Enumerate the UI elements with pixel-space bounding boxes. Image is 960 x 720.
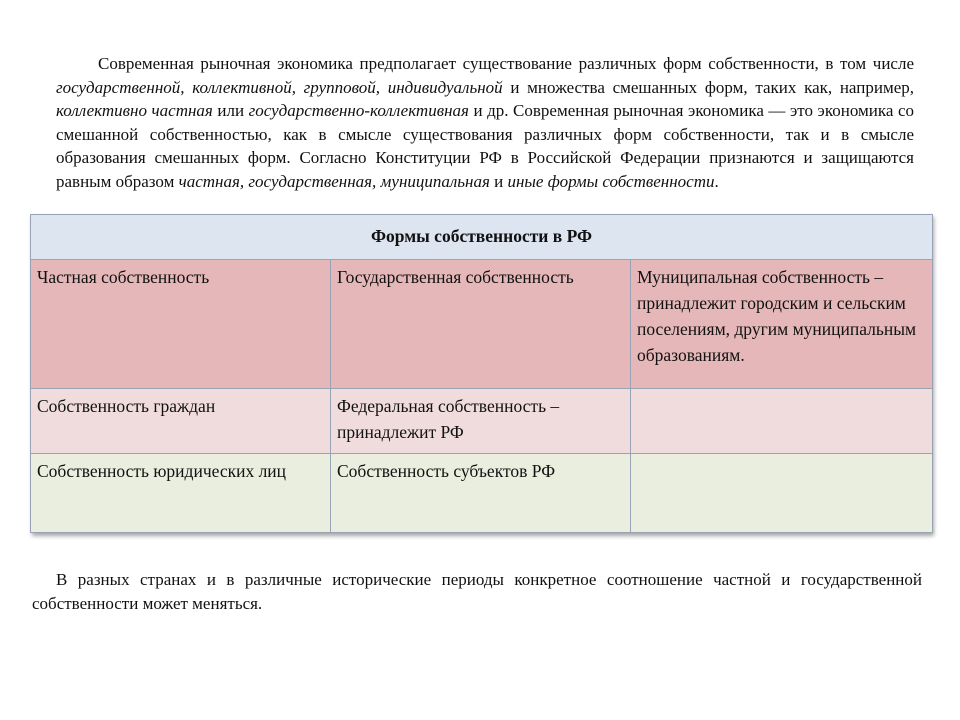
intro-text-3: или: [217, 101, 245, 120]
table-cell: Федеральная собственность – принадлежит РФ: [331, 389, 631, 454]
table-title: Формы собственности в РФ: [31, 215, 933, 260]
intro-paragraph: [56, 52, 914, 193]
table-cell: [631, 389, 933, 454]
table-cell: [631, 454, 933, 533]
intro-italic-5: иные формы собственности: [507, 171, 715, 191]
intro-text-2: и множества смешанных форм, таких как, например,: [510, 77, 914, 97]
table-cell: Государственная собственность: [331, 260, 631, 389]
intro-text-6: .: [714, 171, 719, 191]
intro-italic-3: государственно-коллективная: [248, 101, 469, 120]
table-cell: Собственность граждан: [31, 389, 331, 454]
table-row: [31, 389, 933, 454]
table-cell: Собственность юридических лиц: [31, 454, 331, 533]
ownership-table: [30, 214, 932, 533]
ownership-table-grid: [30, 214, 933, 533]
intro-text-5: и: [494, 171, 504, 191]
intro-text-4: и др. Современная рыночная экономика — это экономика со смешанной собственностью, как в смысле существования различных форм собственности, так и в смысле образования смешанных форм. Согласно Конституции РФ в Российской Федерации признаются и защищаются равным образом: [56, 101, 914, 191]
table-title-row: [31, 215, 933, 260]
table-cell: Собственность субъектов РФ: [331, 454, 631, 533]
intro-italic-1: государственной, коллективной, групповой, индивидуальной: [56, 77, 503, 97]
table-row: [31, 260, 933, 389]
intro-italic-2: коллективно частная: [56, 101, 213, 120]
intro-text-1: Современная рыночная экономика предполагает существование различных форм собственности, в том числе: [98, 54, 914, 73]
intro-italic-4: частная, государственная, муниципальная: [178, 171, 490, 191]
table-cell: Муниципальная собственность – принадлежит городским и сельским поселениям, другим муниципальным образованиям.: [631, 260, 933, 389]
outro-text: В разных странах и в различные исторические периоды конкретное соотношение частной и государственной собственности может меняться.: [32, 570, 922, 613]
outro-paragraph: [32, 568, 922, 615]
table-cell: Частная собственность: [31, 260, 331, 389]
table-row: [31, 454, 933, 533]
